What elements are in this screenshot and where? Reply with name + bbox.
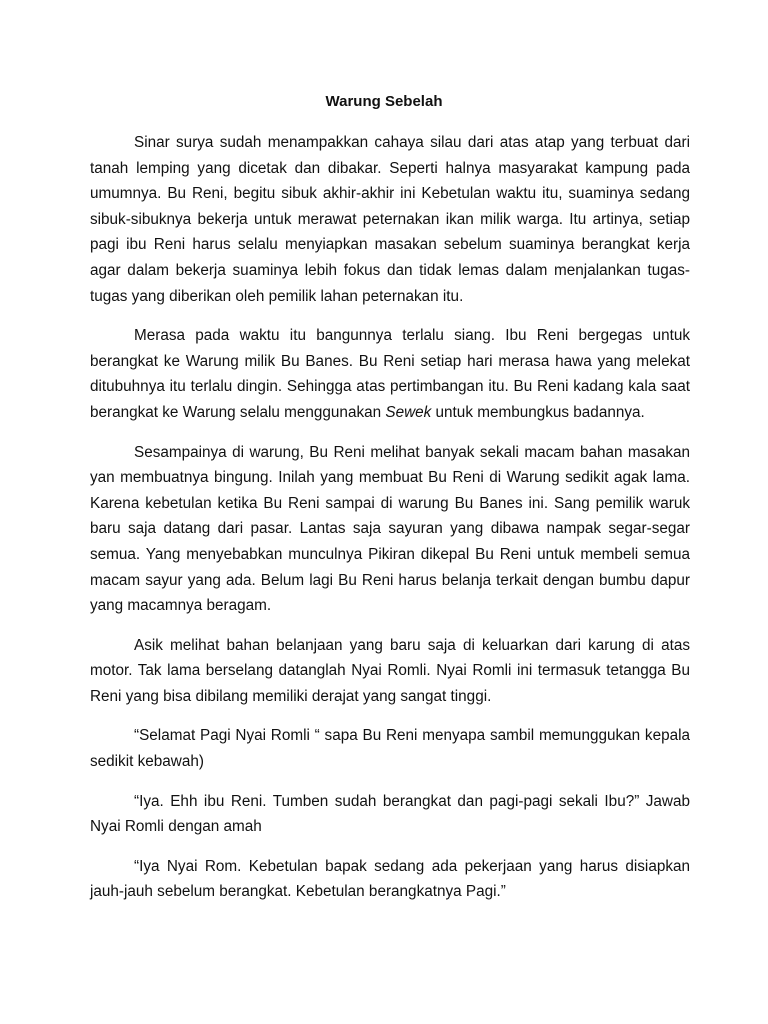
paragraph-2 (90, 323, 690, 425)
paragraph-4 (90, 633, 690, 710)
paragraph-3 (90, 440, 690, 619)
paragraph-2-text-end: untuk membungkus badannya. (431, 403, 645, 421)
paragraph-1-text: Sinar surya sudah menampakkan cahaya silau dari atas atap yang terbuat dari tanah lemping yang dicetak dan dibakar. Seperti halnya masyarakat kampung pada umumnya. Bu Reni, begitu sibuk akhir-akhir ini Kebetulan waktu itu, suaminya sedang sibuk-sibuknya bekerja untuk merawat peternakan ikan milik warga. Itu artinya, setiap pagi ibu Reni harus selalu menyiapkan masakan sebelum suaminya berangkat kerja agar dalam bekerja suaminya lebih fokus dan tidak lemas dalam menjalankan tugas-tugas yang diberikan oleh pemilik lahan peternakan itu. (90, 134, 690, 305)
paragraph-2-italic-term: Sewek (385, 403, 432, 421)
paragraph-5 (90, 723, 690, 774)
paragraph-6 (90, 789, 690, 840)
paragraph-5-text: “Selamat Pagi Nyai Romli “ sapa Bu Reni menyapa sambil memunggukan kepala sedikit kebawah) (90, 727, 690, 771)
document-title: Warung Sebelah (325, 93, 443, 110)
paragraph-4-text: Asik melihat bahan belanjaan yang baru saja di keluarkan dari karung di atas motor. Tak lama berselang datanglah Nyai Romli. Nyai Romli ini termasuk tetangga Bu Reni yang bisa dibilang memiliki derajat yang sangat tinggi. (90, 636, 690, 705)
paragraph-1 (90, 130, 690, 309)
paragraph-7-text: “Iya Nyai Rom. Kebetulan bapak sedang ada pekerjaan yang harus disiapkan jauh-jauh sebelum berangkat. Kebetulan berangkatnya Pagi.” (90, 857, 690, 901)
paragraph-3-text: Sesampainya di warung, Bu Reni melihat banyak sekali macam bahan masakan yan membuatnya bingung. Inilah yang membuat Bu Reni di Warung sedikit agak lama. Karena kebetulan ketika Bu Reni sampai di warung Bu Banes ini. Sang pemilik waruk baru saja datang dari pasar. Lantas saja sayuran yang dibawa nampak segar-segar semua. Yang menyebabkan munculnya Pikiran dikepal Bu Reni untuk membeli semua macam sayur yang ada. Belum lagi Bu Reni harus belanja terkait dengan bumbu dapur yang macamnya beragam. (90, 443, 690, 615)
paragraph-6-text: “Iya. Ehh ibu Reni. Tumben sudah berangkat dan pagi-pagi sekali Ibu?” Jawab Nyai Romli dengan amah (90, 792, 690, 836)
document-body (90, 130, 690, 919)
paragraph-2-text-start: Merasa pada waktu itu bangunnya terlalu siang. Ibu Reni bergegas untuk berangkat ke Warung milik Bu Banes. Bu Reni setiap hari merasa hawa yang melekat ditubuhnya itu terlalu dingin. Sehingga atas pertimbangan itu. Bu Reni kadang kala saat berangkat ke Warung selalu menggunakan (90, 327, 690, 421)
paragraph-7 (90, 854, 690, 905)
